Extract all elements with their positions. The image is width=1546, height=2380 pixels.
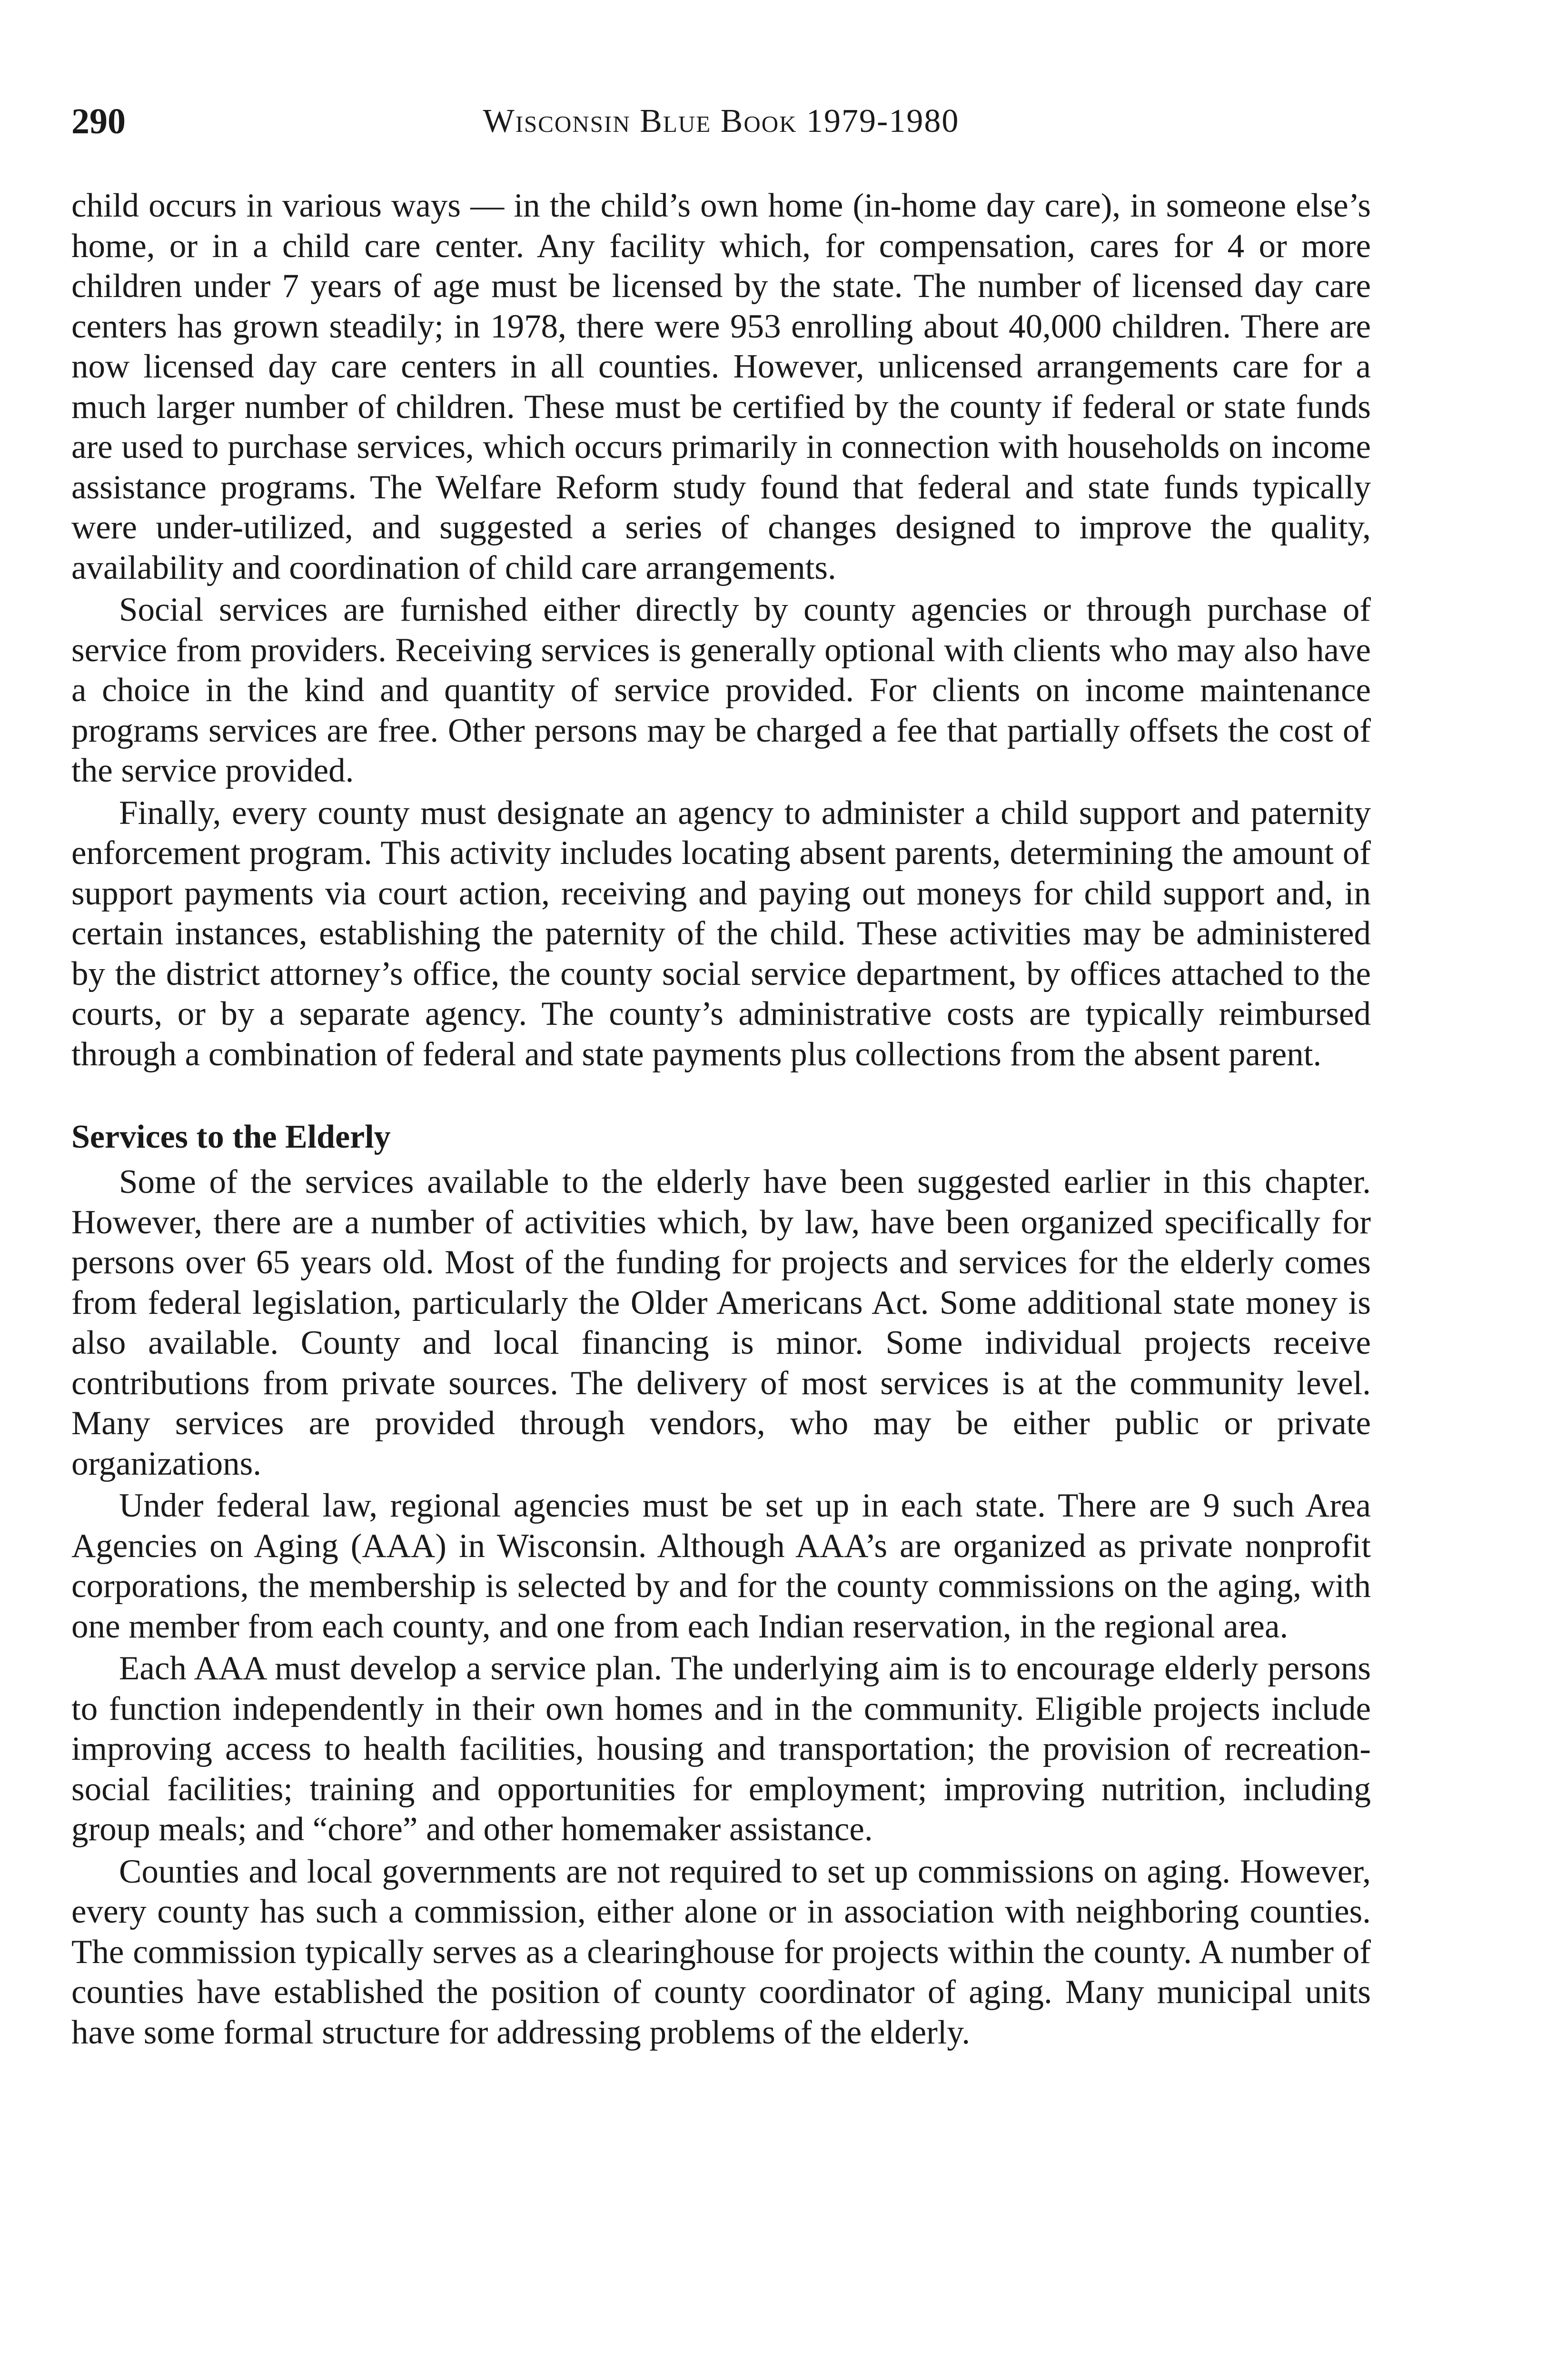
paragraph-child-care: child occurs in various ways — in the child’s own home (in-home day care), in someone else’s home, or in a child care center. Any facility which, for compensation, cares for 4 or more children under 7 years of age must be licensed by the state. The number of licensed day care centers has grown steadily; in 1978, there were 953 enrolling about 40,000 children. There are now licensed day care centers in all counties. However, unlicensed arrangements care for a much larger number of children. These must be certified by the county if federal or state funds are used to purchase services, which occurs primarily in connection with households on income assistance programs. The Welfare Reform study found that federal and state funds typically were under-utilized, and suggested a series of changes designed to improve the quality, availability and coordination of child care arrangements.: [71, 187, 1371, 586]
page-content: [71, 186, 1371, 2053]
book-title: Wisconsin Blue Book 1979-1980: [483, 103, 960, 139]
paragraph-social-services: Social services are furnished either directly by county agencies or through purchase of service from providers. Receiving services is generally optional with clients who may also have a choice in the kind and quantity of service provided. For clients on income maintenance programs services are free. Other persons may be charged a fee that partially offsets the cost of the service provided.: [71, 591, 1371, 789]
paragraph-elderly-services: Some of the services available to the elderly have been suggested earlier in this chapter. However, there are a number of activities which, by law, have been organized specifically for persons over 65 years old. Most of the funding for projects and services for the elderly comes from federal legislation, particularly the Older Americans Act. Some additional state money is also available. County and local financing is minor. Some individual projects receive contributions from private sources. The delivery of most services is at the community level. Many services are provided through vendors, who may be either public or private organizations.: [71, 1163, 1371, 1482]
running-head: [71, 95, 1371, 148]
paragraph-area-agencies: Under federal law, regional agencies must be set up in each state. There are 9 such Area Agencies on Aging (AAA) in Wisconsin. Although AAA’s are organized as private nonprofit corporations, the membership is selected by and for the county commissions on the aging, with one member from each county, and one from each Indian reservation, in the regional area.: [71, 1487, 1371, 1645]
paragraph-commissions: Counties and local governments are not required to set up commissions on aging. However, every county has such a commission, either alone or in association with neighboring counties. The commission typically serves as a clearinghouse for projects within the county. A number of counties have established the position of county coordinator of aging. Many municipal units have some formal structure for addressing problems of the elderly.: [71, 1853, 1371, 2051]
page-number: 290: [71, 101, 126, 141]
paragraph-service-plan: Each AAA must develop a service plan. The underlying aim is to encourage elderly persons to function independently in their own homes and in the community. Eligible projects include improving access to health facilities, housing and transportation; the provision of recreation-social facilities; training and opportunities for employment; improving nutrition, including group meals; and “chore” and other homemaker assistance.: [71, 1650, 1371, 1848]
section-heading-elderly: Services to the Elderly: [71, 1119, 391, 1155]
book-page: [71, 95, 1371, 2053]
paragraph-child-support: Finally, every county must designate an agency to administer a child support and paternity enforcement program. This activity includes locating absent parents, determining the amount of support payments via court action, receiving and paying out moneys for child support and, in certain instances, establishing the paternity of the child. These activities may be administered by the district attorney’s office, the county social service department, by offices attached to the courts, or by a separate agency. The county’s administrative costs are typically reimbursed through a combination of federal and state payments plus collections from the absent parent.: [71, 794, 1371, 1073]
